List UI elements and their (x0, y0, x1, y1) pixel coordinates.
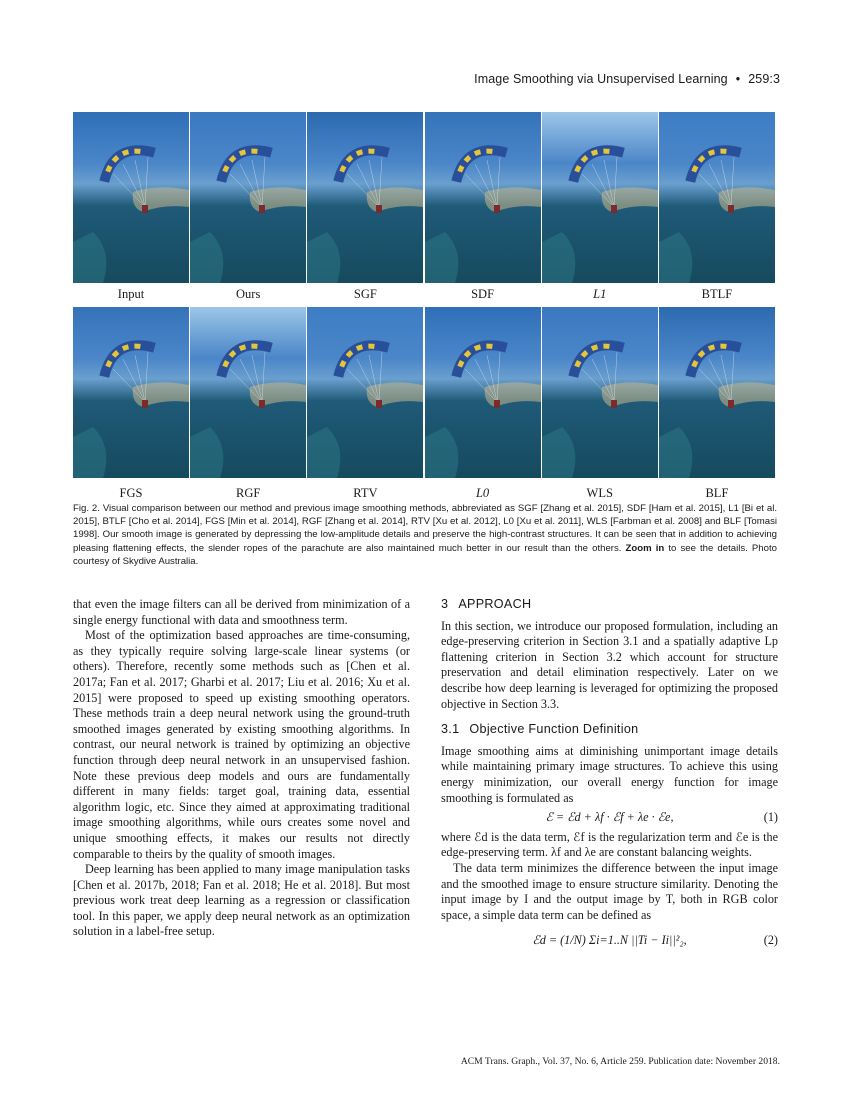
figure-label: FGS (119, 486, 143, 500)
running-title: Image Smoothing via Unsupervised Learning (474, 72, 728, 86)
equation-2 (441, 933, 778, 949)
figure-panel-blf (659, 307, 775, 478)
figure-label: RTV (353, 486, 378, 500)
page-number: 259:3 (748, 72, 780, 86)
figure-panel-input (73, 112, 189, 283)
header-bullet: • (735, 72, 741, 86)
section-3-title: APPROACH (458, 597, 532, 611)
section-3-1-paragraph-3: The data term minimizes the difference between the input image and the smoothed image to ensure structure similarity. Denoting the input image by I and the output image by T, both in RGB color space, a simple data term can be defined as (441, 860, 778, 922)
figure-label: Ours (236, 287, 261, 301)
figure-panel-rgf (190, 307, 306, 478)
equation-1-number: (1) (763, 810, 778, 825)
equation-2-number: (2) (763, 933, 778, 948)
figure-panel-l0 (425, 307, 541, 478)
equation-1 (441, 810, 778, 826)
section-3-1-title: Objective Function Definition (469, 722, 639, 737)
caption-prefix: Fig. 2. Visual comparison between our method and previous image smoothing methods, abbreviated as SGF [Zhang et al. 2015], SDF [Ham et al. 2015], L1 [Bi et al. 2015], BTLF [Cho et al. 2014], FGS [Min et al. 2014], RGF [Zhang et al. 2014], RTV [Xu et al. 2012], L0 [Xu et al. 2011], WLS [Farbman et al. 2008] and BLF [Tomasi 1998]. Our smooth image is generated by depressing the low-amplitude details and preserve the high-contrast structures. It can be seen that in addition to achieving pleasing flattening effects, the slender ropes of the parachute are also maintained much better in our result than the others. (73, 503, 777, 554)
figure-panel-sdf (425, 112, 541, 283)
figure-caption (73, 502, 777, 568)
section-3-paragraph: In this section, we introduce our proposed formulation, including an edge-preserving criterion in Section 3.1 and a spatially adaptive Lp flattening criterion in Section 3.2 which account for structure preservation and detail elimination respectively. Later on we describe how deep learning is leveraged for optimizing the proposed objective in Section 3.3. (441, 618, 778, 711)
section-3-number: 3 (441, 597, 449, 611)
figure-label: SGF (353, 287, 377, 301)
figure-row-2 (73, 307, 775, 501)
figure-label: RGF (236, 486, 261, 500)
figure-panel-ours (190, 112, 306, 283)
figure-panel-fgs (73, 307, 189, 478)
section-3-1-paragraph-1: Image smoothing aims at diminishing unimportant image details while maintaining primary image structures. To achieve this using energy minimization, our overall energy function for image smoothing is formulated as (441, 743, 778, 805)
left-column (73, 597, 410, 940)
caption-suffix: to see the details. Photo courtesy of Skydive Australia. (73, 542, 777, 567)
figure-panel-l1 (542, 112, 658, 283)
section-3-1-heading (441, 722, 778, 738)
section-3-heading (441, 597, 778, 613)
left-paragraph-1: that even the image filters can all be derived from minimization of a single energy functional with data and smoothness term. (73, 597, 410, 627)
section-3-1-number: 3.1 (441, 722, 460, 737)
figure-label: L1 (593, 287, 607, 301)
figure-panel-rtv (307, 307, 423, 478)
equation-2-body: ℰd = (1/N) Σi=1..N ||Ti − Ii||²₂, (532, 933, 687, 948)
right-column (441, 597, 778, 953)
page-footer: ACM Trans. Graph., Vol. 37, No. 6, Article 259. Publication date: November 2018. (460, 1056, 780, 1067)
figure-label: Input (117, 287, 145, 301)
figure-label: SDF (471, 287, 495, 301)
figure-panel-btlf (659, 112, 775, 283)
running-header (474, 72, 780, 86)
equation-1-body: ℰ = ℰd + λf · ℰf + λe · ℰe, (545, 810, 674, 825)
left-paragraph-2: Most of the optimization based approaches are time-consuming, as they typically require solving large-scale linear systems (or others). Therefore, recently some methods such as [Chen et al. 2017a; Fan et al. 2017; Gharbi et al. 2017; Liu et al. 2016; Xu et al. 2015] were proposed to speed up existing smoothing operators. These methods train a deep neural network using the ground-truth smoothed images generated by existing smoothing algorithms. In contrast, our neural network is trained by optimizing an objective function through deep neural network in an unsupervised fashion. Note these previous deep models and ours are fundamentally different in many fields: target goal, training data, essential algorithm logic, etc. Since they aimed at approximating traditional image smoothing algorithms, while ours creates some novel and unique smoothing effects, it makes our results not directly comparable to theirs by the quality of smooth images. (73, 628, 410, 861)
figure-label: WLS (586, 486, 613, 500)
figure-label: L0 (475, 486, 490, 500)
figure-panel-sgf (307, 112, 423, 283)
figure-label: BLF (705, 486, 729, 500)
section-3-1-paragraph-2: where ℰd is the data term, ℰf is the regularization term and ℰe is the edge-preserving term. λf and λe are constant balancing weights. (441, 829, 778, 860)
left-paragraph-3: Deep learning has been applied to many image manipulation tasks [Chen et al. 2017b, 2018; Fan et al. 2018; He et al. 2018]. But most previous work treat deep learning as a regression or classification tool. In this paper, we apply deep neural network as an optimization solution in a label-free setup. (73, 862, 410, 939)
figure-panel-wls (542, 307, 658, 478)
caption-bold: Zoom in (625, 542, 665, 554)
figure-row-1 (73, 112, 775, 302)
figure-label: BTLF (701, 287, 733, 301)
